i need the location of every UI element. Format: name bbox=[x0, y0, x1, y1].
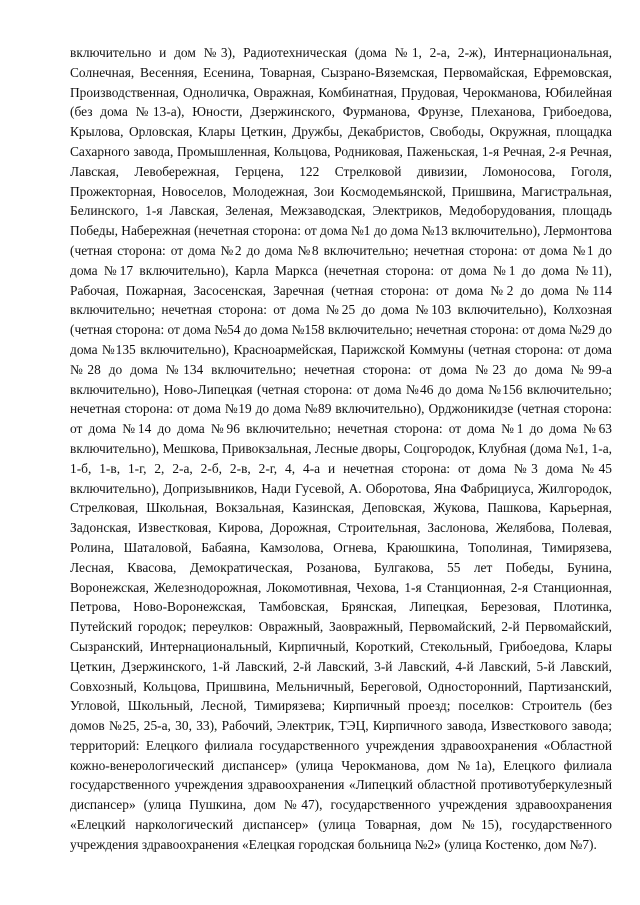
body-paragraph: включительно и дом №3), Радиотехническая (дома №1, 2-а, 2-ж), Интернациональная, Солнечная, Весенняя, Есенина, Товарная, Сызрано-Вяземская, Первомайская, Ефремовская, Производственная, Одноличка, Овражная, Комбинатная, Прудовая, Черокманова, Юбилейная (без дома №13-а), Юности, Дзержинского, Фурманова, Фрунзе, Плеханова, Грибоедова, Крылова, Орловская, Клары Цеткин, Дружбы, Декабристов, Свободы, Окружная, площадка Сахарного завода, Промышленная, Кольцова, Родниковая, Паженьская, 1-я Речная, 2-я Речная, Лавская, Левобережная, Герцена, 122 Стрелковой дивизии, Ломоносова, Гоголя, Прожекторная, Новоселов, Молодежная, Зои Космодемьянской, Пришвина, Магистральная, Белинского, 1-я Лавская, Зеленая, Межзаводская, Электриков, Медоборудования, площадь Победы, Набережная (нечетная сторона: от дома №1 до дома №13 включительно), Лермонтова (четная сторона: от дома №2 до дома №8 включительно; нечетная сторона: от дома №1 до дома №17 включительно), Карла Маркса (нечетная сторона: от дома №1 до дома №11), Рабочая, Пожарная, Засосенская, Заречная (четная сторона: от дома №2 до дома №114 включительно; нечетная сторона: от дома №25 до дома №103 включительно), Колхозная (четная сторона: от дома №54 до дома №158 включительно; нечетная сторона: от дома №29 до дома №135 включительно), Красноармейская, Парижской Коммуны (четная сторона: от дома №28 до дома №134 включительно; нечетная сторона: от дома №23 до дома №99-а включительно), Ново-Липецкая (четная сторона: от дома №46 до дома №156 включительно; нечетная сторона: от дома №19 до дома №89 включительно), Орджоникидзе (четная сторона: от дома №14 до дома №96 включительно; нечетная сторона: от дома №1 до дома №63 включительно), Мешкова, Привокзальная, Лесные дворы, Соцгородок, Клубная (дома №1, 1-а, 1-б, 1-в, 1-г, 2, 2-а, 2-б, 2-в, 2-г, 4, 4-а и нечетная сторона: от дома №3 дома №45 включительно), Допризывников, Нади Гусевой, А. Оборотова, Яна Фабрициуса, Жилгородок, Стрелковая, Школьная, Вокзальная, Казинская, Деповская, Жукова, Пашкова, Карьерная, Задонская, Известковая, Кирова, Дорожная, Строительная, Заслонова, Желябова, Полевая, Ролина, Шаталовой, Бабаяна, Камзолова, Огнева, Краюшкина, Тополиная, Тимирязева, Лесная, Квасова, Демократическая, Розанова, Булгакова, 55 лет Победы, Бунина, Воронежская, Железнодорожная, Локомотивная, Чехова, 1-я Станционная, 2-я Станционная, Петрова, Ново-Воронежская, Тамбовская, Брянская, Липецкая, Березовая, Плотинка, Путейский городок; переулков: Овражный, Заовражный, Первомайский, 2-й Первомайский, Сызранский, Интернациональный, Кирпичный, Короткий, Стекольный, Грибоедова, Клары Цеткин, Дзержинского, 1-й Лавский, 2-й Лавский, 3-й Лавский, 4-й Лавский, 5-й Лавский, Совхозный, Кольцова, Пришвина, Мельничный, Береговой, Односторонний, Партизанский, Угловой, Школьный, Лесной, Тимирязева; Кирпичный проезд; поселков: Строитель (без домов №25, 25-а, 30, 33), Рабочий, Электрик, ТЭЦ, Кирпичного завода, Известкового завода; территорий: Елецкого филиала государственного учреждения здравоохранения «Областной кожно-венерологический диспансер» (улица Черокманова, дом №1а), Елецкого филиала государственного учреждения здравоохранения «Липецкий областной противотуберкулезный диспансер» (улица Пушкина, дом №47), государственного учреждения здравоохранения «Елецкий наркологический диспансер» (улица Товарная, дом №15), государственного учреждения здравоохранения «Елецкая городская больница №2» (улица Костенко, дом №7). bbox=[70, 45, 612, 852]
